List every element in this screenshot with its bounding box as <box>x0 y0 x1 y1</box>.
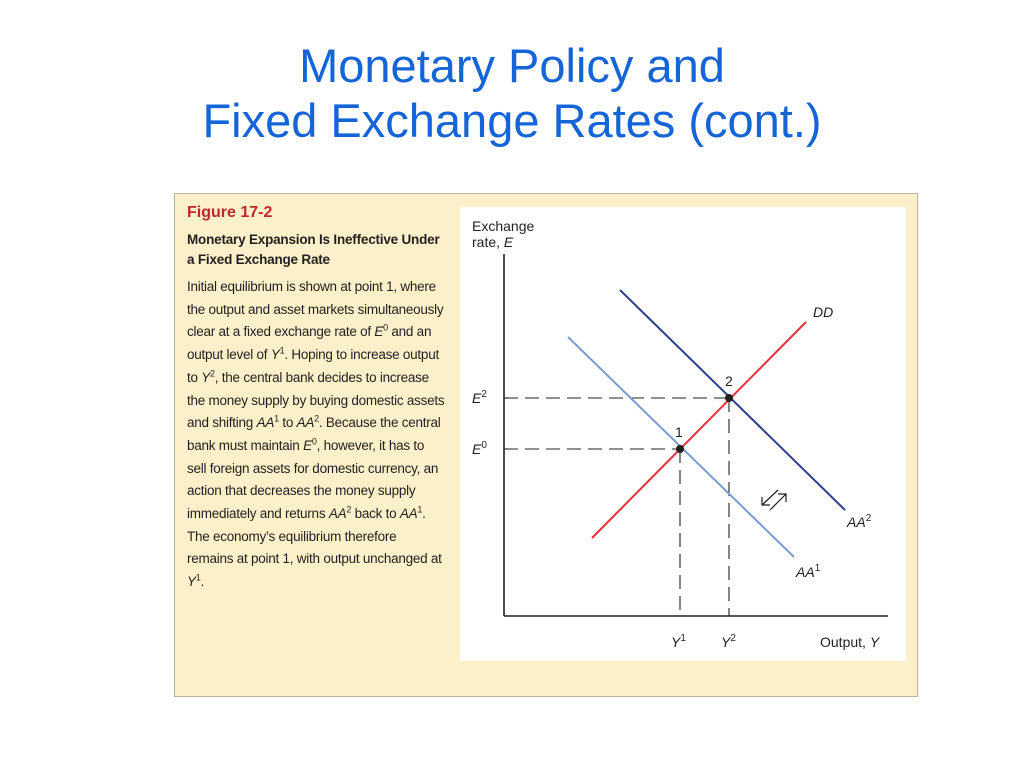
description-segment: AA <box>256 415 275 431</box>
description-segment: 0 <box>383 322 388 333</box>
y2-tick-label: $Y^2$ <box>721 633 736 650</box>
y1-tick-label: $Y^1$ <box>671 633 686 650</box>
description-segment: , the central bank decides to increase the money supply by buying domestic assets and shifting <box>187 369 445 431</box>
description-segment: to <box>278 415 297 431</box>
aa2-label: $AA^2$ <box>847 513 872 530</box>
y-axis-label: Exchange rate, E <box>472 218 535 250</box>
description-segment: . The economy’s equilibrium therefore remains at point 1, with output unchanged at <box>187 506 442 567</box>
description-segment: , however, it has to sell foreign assets for domestic currency, an action that decreases the money supply immediately and returns <box>187 437 439 522</box>
dd-label: DD <box>813 304 834 320</box>
slide-title-line-2: Fixed Exchange Rates (cont.) <box>202 94 822 147</box>
description-segment: 0 <box>311 436 317 447</box>
description-segment: E <box>374 324 384 340</box>
description-segment: Initial equilibrium is shown at point 1, where the output and asset markets simultaneously clear at a fixed exchange rate of <box>187 279 444 340</box>
e2-tick-label: $E^2$ <box>472 389 487 406</box>
slide-title-line-1: Monetary Policy and <box>299 39 725 92</box>
description-segment: back to <box>351 506 400 522</box>
description-segment: 2 <box>346 504 352 515</box>
diagram-panel <box>460 207 906 661</box>
description-segment: AA <box>399 506 418 522</box>
description-segment: 1 <box>417 504 423 515</box>
description-segment: Y <box>201 369 211 385</box>
equilibrium-point-1 <box>676 445 684 453</box>
slide-title <box>0 38 1024 148</box>
figure-title: Monetary Expansion Is Ineffective Under a Fixed Exchange Rate <box>187 232 440 267</box>
description-segment: . Because the central bank must maintain <box>187 415 441 453</box>
aa-dd-diagram <box>460 207 906 661</box>
description-segment: 2 <box>210 368 215 379</box>
description-segment: . Hoping to increase output to <box>187 347 439 385</box>
shift-arrows-icon <box>762 490 786 510</box>
description-segment: AA <box>296 415 315 431</box>
description-segment: and an output level of <box>187 324 432 363</box>
description-segment: AA <box>328 506 347 522</box>
description-segment: . <box>200 574 205 590</box>
aa1-label: $AA^1$ <box>796 563 821 580</box>
point-1-label: 1 <box>675 424 683 440</box>
description-segment: 2 <box>314 413 319 424</box>
description-segment: E <box>303 437 312 453</box>
x-axis-label: Output, Y <box>820 634 880 650</box>
e0-tick-label: $E^0$ <box>472 440 487 457</box>
figure-number: Figure 17-2 <box>187 204 273 221</box>
figure-caption <box>187 202 445 594</box>
description-segment: 1 <box>279 345 285 356</box>
description-segment: 1 <box>274 413 279 424</box>
figure-box <box>174 193 918 697</box>
description-segment: Y <box>270 347 280 363</box>
point-2-label: 2 <box>725 373 733 389</box>
figure-description <box>187 276 445 594</box>
description-segment: Y <box>187 574 196 590</box>
description-segment: 1 <box>195 572 201 583</box>
equilibrium-point-2 <box>725 394 733 402</box>
